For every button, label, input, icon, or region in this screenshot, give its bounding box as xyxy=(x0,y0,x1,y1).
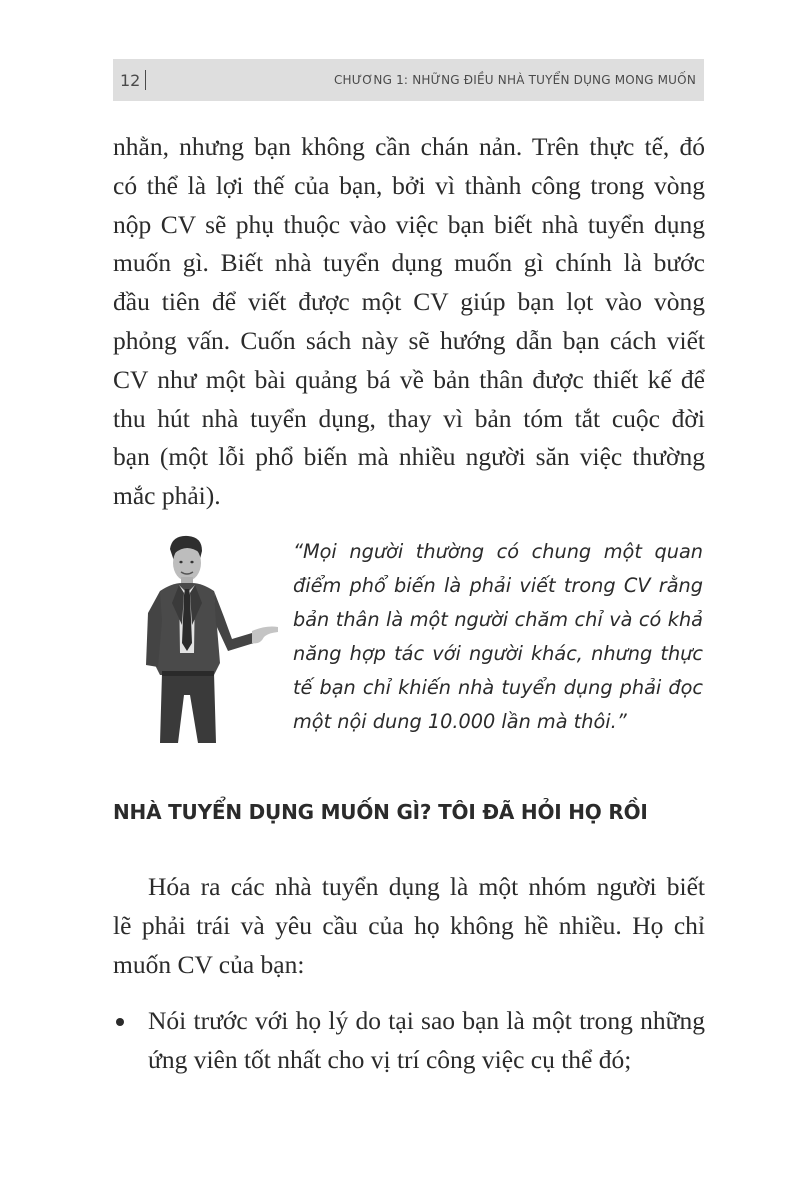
page-number: 12 xyxy=(120,71,141,90)
paragraph-line: Hóa ra các nhà tuyển dụng là một nhóm người biết xyxy=(148,872,705,901)
quote-line: tế bạn chỉ khiến nhà tuyển dụng phải đọc xyxy=(293,676,703,699)
running-header xyxy=(113,59,704,101)
list-item-line: Nói trước với họ lý do tại sao bạn là một trong những xyxy=(148,1006,705,1035)
paragraph-line: nhằn, nhưng bạn không cần chán nản. Trên thực tế, đó xyxy=(113,132,705,161)
quote-line: một nội dung 10.000 lần mà thôi.” xyxy=(293,710,627,733)
paragraph-line: thu hút nhà tuyển dụng, thay vì bản tóm tắt cuộc đời xyxy=(113,403,705,433)
chapter-title: CHƯƠNG 1: NHỮNG ĐIỀU NHÀ TUYỂN DỤNG MONG MUỐN xyxy=(333,73,696,87)
bullet-icon xyxy=(116,1018,124,1026)
header-divider xyxy=(145,70,146,90)
quote-line: bản thân là một người chăm chỉ và có khả xyxy=(293,608,703,631)
section-heading: NHÀ TUYỂN DỤNG MUỐN GÌ? TÔI ĐÃ HỎI HỌ RỒI xyxy=(113,800,648,824)
businessman-illustration xyxy=(132,533,282,743)
paragraph-line: có thể là lợi thế của bạn, bởi vì thành công trong vòng xyxy=(113,170,705,200)
list-item-line: ứng viên tốt nhất cho vị trí công việc cụ thể đó; xyxy=(148,1044,632,1074)
paragraph-line: bạn (một lỗi phổ biến mà nhiều người săn việc thường xyxy=(113,442,705,472)
quote-line: năng hợp tác với người khác, nhưng thực xyxy=(293,642,703,665)
paragraph-line: đầu tiên để viết được một CV giúp bạn lọt vào vòng xyxy=(113,287,705,317)
paragraph-line: phỏng vấn. Cuốn sách này sẽ hướng dẫn bạn cách viết xyxy=(113,326,705,355)
paragraph-line: muốn gì. Biết nhà tuyển dụng muốn gì chính là bước xyxy=(113,248,705,278)
quote-line: điểm phổ biến là phải viết trong CV rằng xyxy=(293,574,703,597)
paragraph-line: nộp CV sẽ phụ thuộc vào việc bạn biết nhà tuyển dụng xyxy=(113,209,705,239)
quote-line: “Mọi người thường có chung một quan xyxy=(293,540,703,563)
paragraph-line: mắc phải). xyxy=(113,481,221,511)
paragraph-line: muốn CV của bạn: xyxy=(113,949,305,979)
paragraph-line: CV như một bài quảng bá về bản thân được thiết kế để xyxy=(113,364,705,394)
paragraph-line: lẽ phải trái và yêu cầu của họ không hề nhiều. Họ chỉ xyxy=(113,910,705,940)
